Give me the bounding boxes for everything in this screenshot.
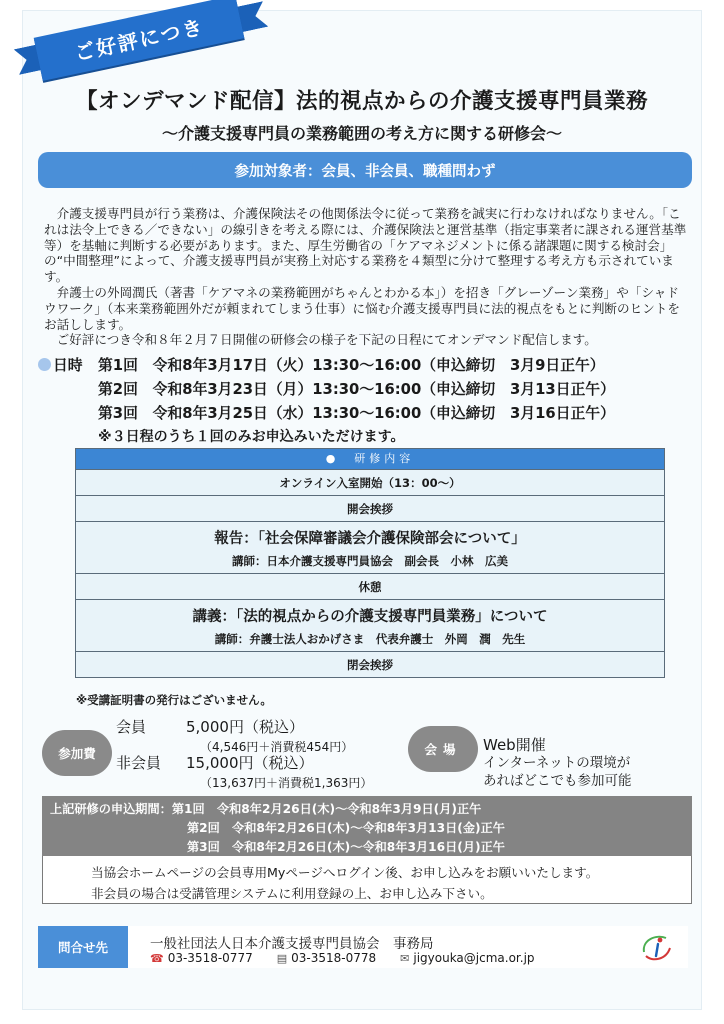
page-title: 【オンデマンド配信】法的視点からの介護支援専門員業務 (75, 89, 648, 114)
fee-nonmember-price: 15,000円（税込） (186, 754, 314, 772)
program-row (76, 495, 664, 521)
venue-badge: 会場 (408, 726, 478, 772)
program-row (76, 469, 664, 495)
certificate-note: ※受講証明書の発行はございません。 (76, 693, 272, 707)
program-item: 休憩 (358, 579, 382, 594)
phone-number: 03-3518-0777 (167, 951, 253, 965)
ribbon-badge (22, 4, 256, 76)
venue-desc-line: インターネットの環境が (483, 755, 631, 771)
venue-description (483, 754, 632, 790)
intro-text (44, 206, 688, 348)
fee-member-label: 会員 (116, 718, 147, 736)
page-subtitle: ～介護支援専門員の業務範囲の考え方に関する研修会～ (161, 124, 562, 143)
period-line: 第2回 令和8年2月26日(木)～令和8年3月13日(金)正午 (187, 821, 505, 835)
intro-paragraph: ご好評につき令和８年２月７日開催の研修会の様子を下記の日程にてオンデマンド配信します。 (56, 332, 597, 348)
period-line: 第3回 令和8年2月26日(木)～令和8年3月16日(月)正午 (187, 840, 505, 854)
program-lecturer: 講師：日本介護支援専門員協会 副会長 小林 広美 (232, 553, 508, 568)
phone-icon: ☎ (150, 951, 164, 965)
program-row (76, 599, 664, 651)
fee-member-price: 5,000円（税込） (186, 718, 304, 736)
fee-nonmember-label: 非会員 (116, 754, 162, 772)
program-item: 報告：「社会保障審議会介護保険部会について」 (214, 530, 526, 547)
schedule-row: 第2回 令和8年3月23日（月）13:30～16:00（申込締切 3月13日正午） (98, 381, 615, 398)
contact-label: 問合せ先 (38, 926, 128, 968)
program-row (76, 521, 664, 573)
intro-paragraph: 介護支援専門員が行う業務は、介護保険法その他関係法令に従って業務を誠実に行わなければなりません。「これは法令上できる／できない」の線引きを考える際には、介護保険法と運営基準（指定事業者に課される運営基準等）を基軸に判断する必要があります。また、厚生労働省の「ケアマネジメントに係る諸課題に関する検討会」の“中間整理”によって、介護支援専門員が実務上対応する業務を４類型に分けて整理する考え方も示されています。 (44, 206, 687, 285)
program-item: 講義：「法的視点からの介護支援専門員業務」について (192, 608, 548, 625)
schedule-note: ※３日程のうち１回のみお申込みいただけます。 (98, 429, 405, 445)
fax-number: 03-3518-0778 (291, 951, 377, 965)
organization-name: 一般社団法人日本介護支援専門員協会 事務局 (150, 936, 434, 952)
venue-desc-line: あればどこでも参加可能 (483, 773, 632, 789)
schedule-label: 日時 (53, 357, 83, 374)
apply-line: 非会員の場合は受講管理システムに利用登録の上、お申し込み下さい。 (91, 886, 493, 901)
schedule-heading (38, 354, 83, 375)
fax-icon: ▤ (276, 951, 288, 965)
bullet-dot-icon (38, 358, 51, 371)
target-audience-bar: 参加対象者：会員、非会員、職種問わず (38, 152, 692, 188)
fee-nonmember-detail: （13,637円＋消費税1,363円） (200, 776, 373, 790)
contact-box (128, 926, 688, 968)
program-lecturer: 講師：弁護士法人おかげさま 代表弁護士 外岡 潤 先生 (214, 631, 526, 646)
application-instructions (42, 856, 692, 904)
ribbon-text: ご好評につき (72, 14, 207, 65)
program-table (75, 448, 665, 678)
mail-icon: ✉ (400, 951, 410, 965)
intro-paragraph: 弁護士の外岡潤氏（著書「ケアマネの業務範囲がちゃんとわかる本」）を招き「グレーゾーン業務」や「シャドウワーク」（本来業務範囲外だが頼まれてしまう仕事）に悩む介護支援専門員に法的視点をもとに判断のヒントをお話しします。 (44, 284, 680, 332)
program-row (76, 573, 664, 599)
apply-line: 当協会ホームページの会員専用Myページへログイン後、お申し込みをお願いいたします。 (91, 865, 599, 880)
schedule-row: 第3回 令和8年3月25日（水）13:30～16:00（申込締切 3月16日正午） (98, 405, 615, 422)
period-line: 上記研修の申込期間：第1回 令和8年2月26日(木)～令和8年3月9日(月)正午 (50, 802, 482, 816)
program-header: ● 研修内容 (76, 449, 664, 469)
program-row (76, 651, 664, 677)
email-address: jigyouka@jcma.or.jp (413, 951, 535, 965)
association-logo-icon (638, 930, 674, 964)
program-item: 開会挨拶 (347, 501, 393, 516)
program-item: オンライン入室開始（13：00～） (279, 475, 461, 490)
schedule-row: 第1回 令和8年3月17日（火）13:30～16:00（申込締切 3月9日正午） (98, 357, 605, 374)
fee-member-detail: （4,546円＋消費税454円） (200, 740, 354, 754)
fee-badge: 参加費 (42, 730, 112, 776)
ribbon-band (34, 0, 245, 81)
program-item: 閉会挨拶 (347, 657, 393, 672)
application-period (42, 796, 692, 856)
contact-line (150, 951, 535, 965)
venue-main: Web開催 (483, 736, 546, 754)
